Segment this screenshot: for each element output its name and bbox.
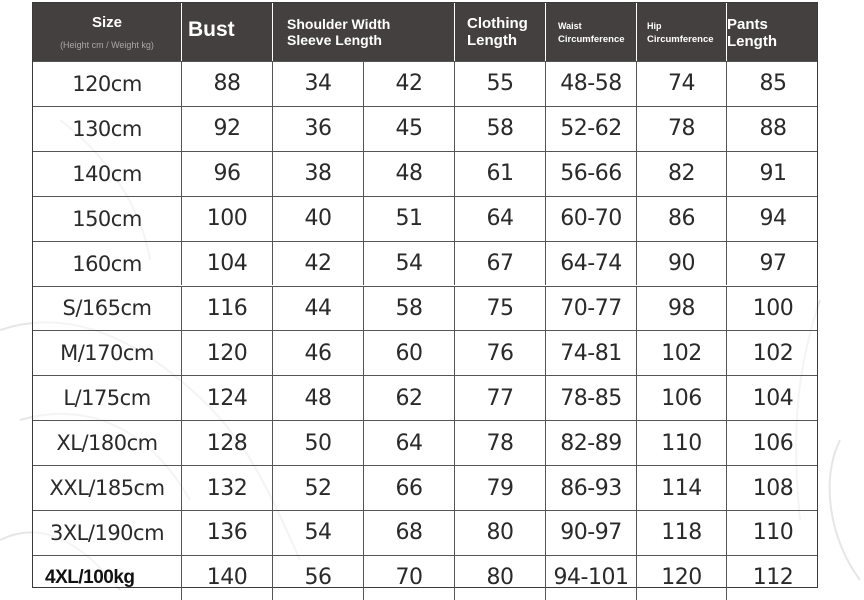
cell-hip: 106 [637,376,727,420]
size-chart-table [32,2,818,591]
table-row [33,555,817,600]
header-shoulder-label: Shoulder Width [287,16,391,32]
cell-hip: 90 [637,242,727,286]
cell-hip: 120 [637,556,727,600]
cell-bust: 132 [182,466,273,510]
cell-shoulder: 56 [273,556,364,600]
header-pants-length [727,3,819,61]
cell-size: M/170cm [33,331,182,375]
header-clothing-label-2: Length [467,32,517,49]
cell-sleeve: 54 [364,242,455,286]
cell-hip: 102 [637,331,727,375]
cell-size: 160cm [33,242,182,286]
cell-bust: 124 [182,376,273,420]
cell-bust: 104 [182,242,273,286]
cell-waist: 94-101 [546,556,637,600]
cell-clothing: 64 [455,197,546,241]
header-size-title: Size [91,14,122,31]
header-row [33,3,817,61]
table-row [33,106,817,151]
cell-shoulder: 48 [273,376,364,420]
header-hip-label-2: Circumference [647,34,714,45]
cell-shoulder: 40 [273,197,364,241]
cell-pants: 102 [752,340,794,366]
table-row [33,375,817,420]
cell-bust: 116 [182,287,273,331]
cell-waist: 74-81 [546,331,637,375]
cell-sleeve: 64 [364,421,455,465]
cell-clothing: 80 [455,511,546,555]
cell-pants: 88 [759,116,787,142]
cell-waist: 60-70 [546,197,637,241]
header-hip-label-1: Hip [647,21,662,31]
cell-hip: 114 [637,466,727,510]
cell-shoulder: 46 [273,331,364,375]
header-pants-label-2: Length [727,33,777,50]
cell-bust: 88 [182,62,273,106]
header-bust-label: Bust [188,18,235,41]
table-row [33,330,817,375]
cell-waist: 90-97 [546,511,637,555]
cell-size: XXL/185cm [33,466,182,510]
cell-size: 4XL/100kg [33,556,182,600]
cell-pants: 104 [752,385,794,411]
table-row [33,510,817,555]
cell-shoulder: 54 [273,511,364,555]
header-hip [637,3,727,61]
cell-shoulder: 44 [273,287,364,331]
header-size [33,3,182,61]
table-row [33,241,817,286]
header-waist-label-1: Waist [558,21,582,31]
cell-shoulder: 52 [273,466,364,510]
header-pants-label-1: Pants [727,16,768,33]
cell-clothing: 58 [455,107,546,151]
header-waist-label-2: Circumference [558,34,625,45]
cell-waist: 86-93 [546,466,637,510]
cell-pants: 91 [759,161,787,187]
cell-clothing: 75 [455,287,546,331]
cell-pants: 94 [759,206,787,232]
cell-waist: 70-77 [546,287,637,331]
cell-size: 120cm [33,62,182,106]
cell-clothing: 76 [455,331,546,375]
cell-hip: 118 [637,511,727,555]
cell-hip: 78 [637,107,727,151]
cell-waist: 82-89 [546,421,637,465]
cell-hip: 86 [637,197,727,241]
cell-sleeve: 42 [364,62,455,106]
cell-size: 140cm [33,152,182,196]
cell-sleeve: 70 [364,556,455,600]
cell-sleeve: 68 [364,511,455,555]
cell-shoulder: 38 [273,152,364,196]
cell-pants: 110 [752,520,794,546]
header-bust [182,3,273,61]
cell-sleeve: 45 [364,107,455,151]
cell-bust: 100 [182,197,273,241]
cell-waist: 78-85 [546,376,637,420]
cell-bust: 92 [182,107,273,151]
table-row [33,286,817,331]
cell-size: S/165cm [33,287,182,331]
cell-pants: 108 [752,475,794,501]
table-row [33,420,817,465]
header-clothing-length [455,3,546,61]
cell-size: 150cm [33,197,182,241]
cell-pants: 100 [752,295,794,321]
cell-size: L/175cm [33,376,182,420]
cell-size: XL/180cm [33,421,182,465]
cell-clothing: 79 [455,466,546,510]
cell-waist: 56-66 [546,152,637,196]
cell-clothing: 55 [455,62,546,106]
cell-pants: 106 [752,430,794,456]
header-sleeve-label: Sleeve Length [287,32,382,48]
cell-shoulder: 50 [273,421,364,465]
header-clothing-label-1: Clothing [467,15,528,32]
cell-bust: 120 [182,331,273,375]
cell-sleeve: 60 [364,331,455,375]
cell-hip: 82 [637,152,727,196]
table-row [33,196,817,241]
cell-clothing: 80 [455,556,546,600]
cell-hip: 74 [637,62,727,106]
cell-waist: 48-58 [546,62,637,106]
cell-clothing: 78 [455,421,546,465]
cell-size: 130cm [33,107,182,151]
cell-waist: 64-74 [546,242,637,286]
cell-sleeve: 66 [364,466,455,510]
cell-bust: 136 [182,511,273,555]
cell-sleeve: 62 [364,376,455,420]
cell-clothing: 77 [455,376,546,420]
cell-waist: 52-62 [546,107,637,151]
cell-bust: 140 [182,556,273,600]
cell-shoulder: 42 [273,242,364,286]
table-row [33,61,817,106]
cell-bust: 96 [182,152,273,196]
cell-hip: 110 [637,421,727,465]
header-size-subtitle: (Height cm / Weight kg) [60,40,154,50]
cell-bust: 128 [182,421,273,465]
cell-hip: 98 [637,287,727,331]
cell-pants: 85 [759,71,787,97]
cell-size: 3XL/190cm [33,511,182,555]
cell-pants: 112 [752,565,794,591]
cell-clothing: 67 [455,242,546,286]
cell-shoulder: 36 [273,107,364,151]
cell-clothing: 61 [455,152,546,196]
cell-pants: 97 [759,251,787,277]
table-row [33,151,817,196]
cell-sleeve: 48 [364,152,455,196]
table-row [33,465,817,510]
header-waist [546,3,637,61]
cell-shoulder: 34 [273,62,364,106]
cell-sleeve: 51 [364,197,455,241]
header-shoulder-sleeve [273,3,455,61]
cell-sleeve: 58 [364,287,455,331]
